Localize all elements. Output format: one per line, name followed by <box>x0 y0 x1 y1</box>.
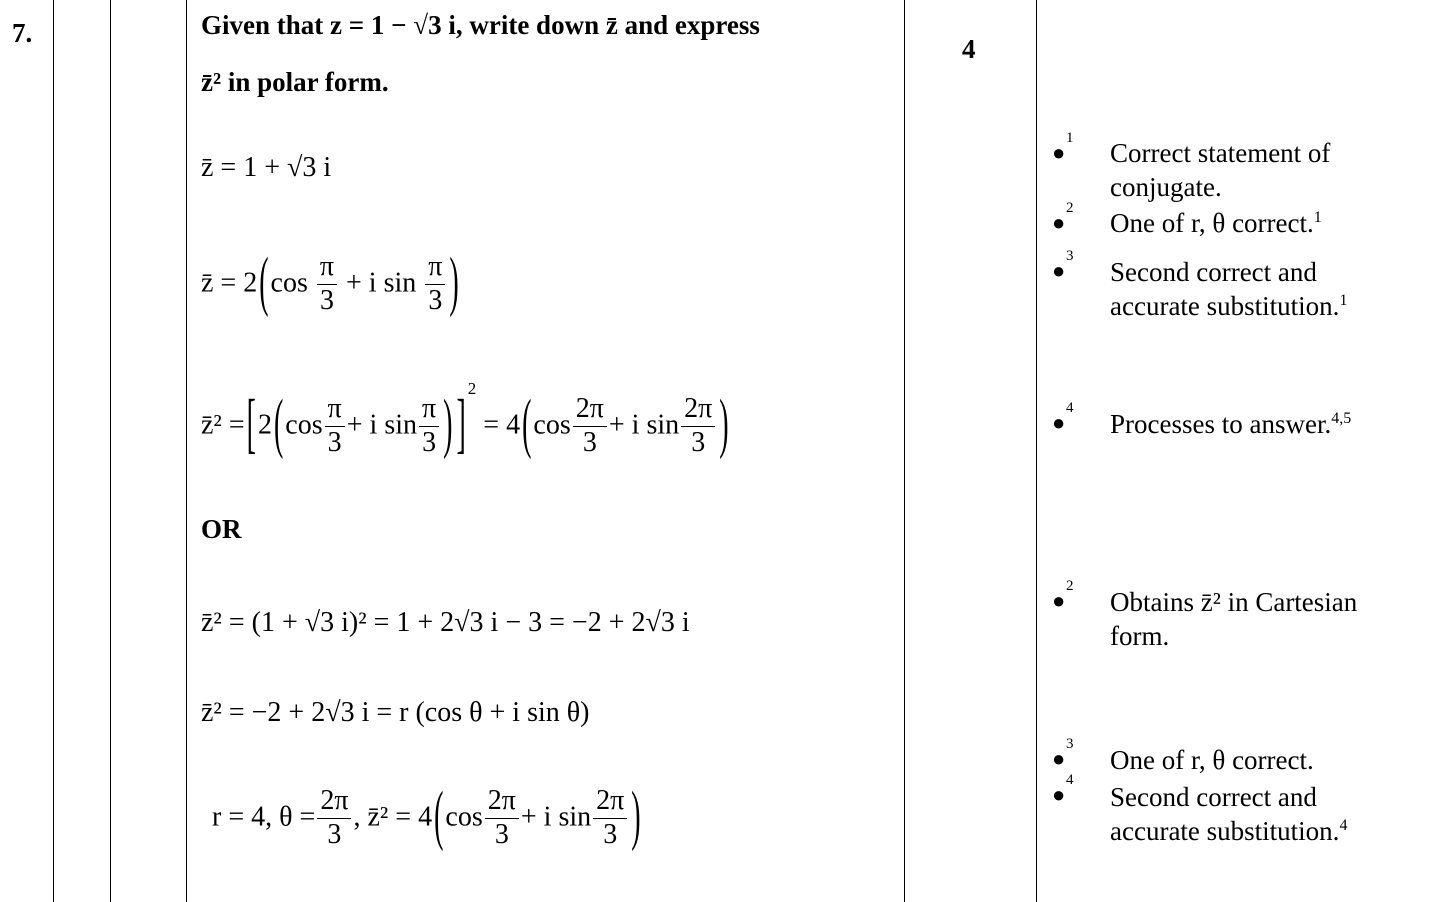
bullet-number: 2 <box>1066 578 1074 594</box>
equals-four: = 4 <box>483 409 521 441</box>
column-rule-4 <box>904 0 905 902</box>
prompt-text-1: Given that <box>201 10 324 40</box>
mark-text-line: conjugate. <box>1110 172 1222 202</box>
open-paren: ( <box>522 387 532 462</box>
fraction-denominator: 3 <box>428 285 443 316</box>
isin-text: + i sin <box>346 409 417 441</box>
fraction-2pi-3 <box>681 392 715 459</box>
fraction-denominator: 3 <box>319 285 334 316</box>
close-paren: ) <box>443 387 453 462</box>
polar-lhs: z̄ = 2 <box>201 267 258 299</box>
fraction-denominator: 3 <box>691 427 706 458</box>
fraction-denominator: 3 <box>603 819 618 850</box>
bullet-number: 4 <box>1066 400 1074 416</box>
fraction-pi-3 <box>317 250 337 317</box>
mark-text <box>1110 255 1347 323</box>
fraction-numerator: 2π <box>317 784 351 819</box>
mark-text <box>1110 407 1351 441</box>
mark-bullet: ● 2 <box>1052 200 1074 235</box>
mark-text <box>1110 780 1347 848</box>
mark-text-line: Obtains z̄² in Cartesian <box>1110 587 1358 617</box>
fraction-denominator: 3 <box>327 819 342 850</box>
mark-text-line: form. <box>1110 621 1170 651</box>
square-lhs: z̄² = <box>201 409 245 441</box>
fraction-pi-3 <box>325 392 345 459</box>
mark-bullet: ● 2 <box>1052 578 1074 613</box>
mark-text <box>1110 743 1314 777</box>
r-theta-values: r = 4, θ = <box>212 801 316 833</box>
fraction-pi-3 <box>419 392 439 459</box>
close-paren: ) <box>631 779 641 854</box>
alt-line-cartesian: z̄² = (1 + √3 i)² = 1 + 2√3 i − 3 = −2 + 2√3 i <box>201 607 690 638</box>
column-rule-2 <box>110 0 111 902</box>
working-line-square <box>201 378 731 462</box>
prompt-text-2: write down z̄ and express <box>469 10 760 40</box>
bullet-number: 3 <box>1066 248 1074 264</box>
prompt-math: z = 1 − √3 i, <box>330 10 463 40</box>
open-paren: ( <box>434 779 444 854</box>
fraction-numerator: π <box>317 250 337 285</box>
mark-text-line: Second correct and <box>1110 782 1317 812</box>
question-prompt-line2: z̄² in polar form. <box>201 67 389 97</box>
mark-note: 4 <box>1339 817 1348 834</box>
close-paren: ) <box>719 387 729 462</box>
close-bracket: ] <box>456 387 466 462</box>
cos-text: cos <box>533 409 571 441</box>
mark-text-line: Second correct and <box>1110 257 1317 287</box>
alt-line-result <box>212 779 643 854</box>
alt-line-rtheta: z̄² = −2 + 2√3 i = r (cos θ + i sin θ) <box>201 697 590 728</box>
open-bracket: [ <box>246 387 256 462</box>
column-rule-1 <box>53 0 54 902</box>
or-label: OR <box>201 514 242 544</box>
working-line-polar <box>201 245 461 320</box>
fraction-denominator: 3 <box>582 427 597 458</box>
mark-text-line: One of r, θ correct. <box>1110 745 1314 775</box>
mark-text-line: accurate substitution. <box>1110 291 1340 321</box>
mark-text <box>1110 136 1330 204</box>
fraction-2pi-3 <box>317 784 351 851</box>
fraction-denominator: 3 <box>422 427 437 458</box>
bullet-number: 4 <box>1066 772 1074 788</box>
isin-text: + i sin <box>346 267 417 299</box>
mark-bullet: ● 3 <box>1052 736 1074 771</box>
bullet-number: 3 <box>1066 736 1074 752</box>
cos-text: cos <box>445 801 483 833</box>
fraction-numerator: π <box>325 392 345 427</box>
fraction-numerator: 2π <box>593 784 627 819</box>
working-line-conjugate: z̄ = 1 + √3 i <box>201 152 332 183</box>
mark-text <box>1110 206 1322 240</box>
mark-text-line: One of r, θ correct. <box>1110 208 1314 238</box>
fraction-2pi-3 <box>485 784 519 851</box>
exponent: 2 <box>467 378 477 398</box>
bullet-number: 1 <box>1066 130 1074 146</box>
fraction-pi-3 <box>425 250 445 317</box>
column-rule-3 <box>186 0 187 902</box>
question-marks: 4 <box>962 34 976 64</box>
mark-bullet: ● 4 <box>1052 772 1074 807</box>
zbar-squared-eq: , z̄² = 4 <box>353 801 433 833</box>
mark-note: 4,5 <box>1331 410 1352 427</box>
column-rule-5 <box>1036 0 1037 902</box>
fraction-numerator: π <box>425 250 445 285</box>
fraction-denominator: 3 <box>494 819 509 850</box>
mark-text-line: Processes to answer. <box>1110 409 1332 439</box>
mark-text <box>1110 585 1357 653</box>
question-prompt <box>201 10 760 41</box>
fraction-numerator: 2π <box>485 784 519 819</box>
square-coef: 2 <box>257 409 272 441</box>
mark-bullet: ● 3 <box>1052 248 1074 283</box>
close-paren: ) <box>449 245 459 320</box>
mark-text-line: Correct statement of <box>1110 138 1331 168</box>
fraction-numerator: 2π <box>681 392 715 427</box>
bullet-number: 2 <box>1066 200 1074 216</box>
fraction-2pi-3 <box>593 784 627 851</box>
open-paren: ( <box>259 245 269 320</box>
mark-note: 1 <box>1339 292 1348 309</box>
fraction-numerator: π <box>419 392 439 427</box>
mark-text-line: accurate substitution. <box>1110 816 1340 846</box>
mark-note: 1 <box>1313 209 1322 226</box>
question-number: 7. <box>12 18 33 48</box>
cos-text: cos <box>285 409 323 441</box>
cos-text: cos <box>270 267 308 299</box>
isin-text: + i sin <box>520 801 592 833</box>
mark-bullet: ● 1 <box>1052 130 1074 165</box>
fraction-2pi-3 <box>573 392 607 459</box>
open-paren: ( <box>273 387 284 462</box>
fraction-denominator: 3 <box>327 427 342 458</box>
fraction-numerator: 2π <box>573 392 607 427</box>
mark-bullet: ● 4 <box>1052 400 1074 435</box>
isin-text: + i sin <box>608 409 680 441</box>
